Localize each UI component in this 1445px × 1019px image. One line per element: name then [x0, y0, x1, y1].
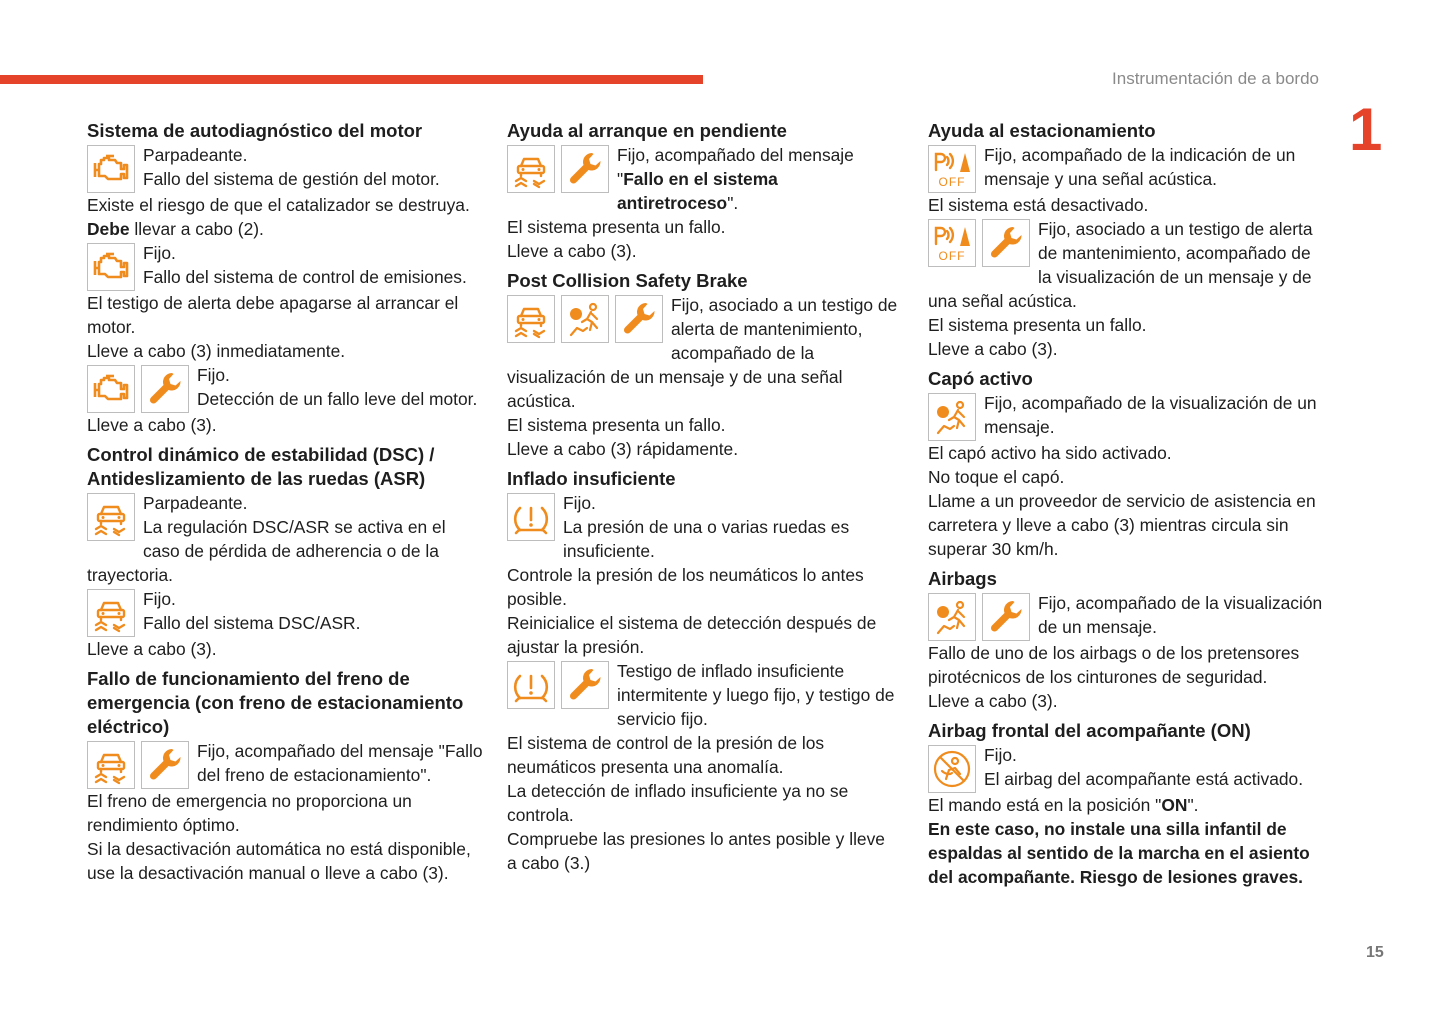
warning-block [928, 391, 1323, 441]
paragraph: Reinicialice el sistema de detección después de ajustar la presión. [507, 613, 877, 657]
tire-pressure-icon [507, 493, 555, 541]
tire-pressure-icon [507, 661, 555, 709]
warning-block [87, 739, 485, 789]
section-airbags [928, 567, 1323, 713]
pedestrian-icon [928, 393, 976, 441]
section-title: Sistema de autodiagnóstico del motor [87, 120, 423, 141]
text-line: Fijo. [143, 243, 176, 263]
paragraph: Fallo de uno de los airbags o de los pretensores pirotécnicos de los cinturones de seguridad. [928, 643, 1300, 687]
wrench-icon [561, 661, 609, 709]
bold-text: ON [1161, 795, 1188, 815]
text-line: Testigo de inflado insuficiente intermitente y luego fijo, y testigo de servicio fijo. [617, 661, 895, 729]
wrench-icon [141, 741, 189, 789]
section-title: Ayuda al arranque en pendiente [507, 120, 787, 141]
bold-text: Fallo en el sistema antiretroceso [617, 169, 778, 213]
airbag-icon [928, 745, 976, 793]
section-header: Instrumentación de a bordo [1112, 69, 1319, 88]
text-line: Fallo del sistema DSC/ASR. [143, 613, 361, 633]
bold-text: Debe [87, 219, 130, 239]
paragraph: El testigo de alerta debe apagarse al arrancar el motor. [87, 293, 459, 337]
text-line: Fallo del sistema de control de emisiones. [143, 267, 467, 287]
column-3 [928, 119, 1323, 889]
section-emergency-brake [87, 667, 485, 885]
paragraph: Lleve a cabo (3). [928, 691, 1058, 711]
warning-block [507, 491, 899, 563]
warning-block [87, 363, 485, 413]
paragraph: No toque el capó. [928, 467, 1065, 487]
section-title: Airbag frontal del acompañante (ON) [928, 720, 1251, 741]
section-engine-diagnosis [87, 119, 485, 437]
paragraph: El sistema presenta un fallo. [507, 217, 726, 237]
paragraph: Lleve a cabo (3). [87, 639, 217, 659]
text-line: El airbag del acompañante está activado. [984, 769, 1304, 789]
paragraph: Compruebe las presiones lo antes posible y lleve a cabo (3.) [507, 829, 885, 873]
section-title: Control dinámico de estabilidad (DSC) / Antideslizamiento de las ruedas (ASR) [87, 444, 435, 489]
paragraph: El sistema presenta un fallo. [928, 315, 1147, 335]
paragraph: El capó activo ha sido activado. [928, 443, 1172, 463]
section-title: Capó activo [928, 368, 1033, 389]
text-line: Parpadeante. [143, 145, 248, 165]
text-line: Fallo del sistema de gestión del motor. [143, 169, 440, 189]
section-title: Airbags [928, 568, 997, 589]
text-line: Fijo, acompañado del mensaje "Fallo del freno de estacionamiento". [197, 741, 483, 785]
warning-block [507, 293, 899, 413]
paragraph: Si la desactivación automática no está disponible, use la desactivación manual o lleve a cabo (3). [87, 839, 471, 883]
warning-block [928, 217, 1323, 313]
text-span: ". [1187, 795, 1199, 815]
skid-icon [507, 295, 555, 343]
paragraph [87, 217, 485, 241]
text-line: Fijo, asociado a un testigo de alerta de mantenimiento, acompañado de la visualización de un mensaje y de una señal acústica. [507, 295, 898, 411]
warning-block [87, 143, 485, 193]
warning-block [507, 659, 899, 731]
wrench-icon [141, 365, 189, 413]
section-underinflation [507, 467, 899, 875]
section-title: Ayuda al estacionamiento [928, 120, 1156, 141]
warning-block [507, 143, 899, 215]
paragraph: Lleve a cabo (3). [507, 241, 637, 261]
warning-block [87, 491, 485, 587]
engine-icon [87, 243, 135, 291]
wrench-icon [561, 145, 609, 193]
text-line: Fijo. [563, 493, 596, 513]
warning-block [928, 143, 1323, 193]
paragraph: La detección de inflado insuficiente ya no se controla. [507, 781, 849, 825]
text-line: Fijo, acompañado de la visualización de un mensaje. [984, 393, 1317, 437]
text-line: La presión de una o varias ruedas es insuficiente. [563, 517, 850, 561]
column-1 [87, 119, 485, 885]
parking-sensor-off-icon [928, 145, 976, 193]
paragraph: El sistema de control de la presión de los neumáticos presenta una anomalía. [507, 733, 825, 777]
paragraph [928, 793, 1323, 817]
text-line: Fijo, acompañado de la visualización de un mensaje. [1038, 593, 1323, 637]
section-active-bonnet [928, 367, 1323, 561]
text-line: Fijo. [197, 365, 230, 385]
warning-paragraph [928, 817, 1323, 889]
parking-sensor-off-icon [928, 219, 976, 267]
pedestrian-icon [561, 295, 609, 343]
text-span: ". [727, 193, 739, 213]
paragraph: El sistema está desactivado. [928, 195, 1149, 215]
section-title: Post Collision Safety Brake [507, 270, 748, 291]
accent-bar [0, 75, 703, 84]
text-span: llevar a cabo (2). [129, 219, 264, 239]
warning-block [928, 591, 1323, 641]
text-line: Parpadeante. [143, 493, 248, 513]
wrench-icon [982, 219, 1030, 267]
paragraph: El freno de emergencia no proporciona un rendimiento óptimo. [87, 791, 412, 835]
skid-icon [507, 145, 555, 193]
text-span: Fijo, acompañado del mensaje " [617, 145, 854, 189]
skid-icon [87, 589, 135, 637]
section-parking-aid [928, 119, 1323, 361]
paragraph: Lleve a cabo (3) inmediatamente. [87, 341, 346, 361]
engine-icon [87, 145, 135, 193]
bold-text: En este caso, no instale una silla infantil de espaldas al sentido de la marcha en el asiento del acompañante. Riesgo de lesiones graves. [928, 819, 1310, 887]
chapter-number: 1 [1349, 96, 1383, 163]
wrench-icon [982, 593, 1030, 641]
warning-block [87, 241, 485, 291]
paragraph: Lleve a cabo (3). [87, 415, 217, 435]
off-label: OFF [938, 175, 966, 189]
section-hill-start [507, 119, 899, 263]
warning-block [87, 587, 485, 637]
section-passenger-airbag [928, 719, 1323, 889]
paragraph: Lleve a cabo (3) rápidamente. [507, 439, 739, 459]
text-line: Fijo. [143, 589, 176, 609]
column-2 [507, 119, 899, 875]
text-line: Fijo, acompañado de la indicación de un mensaje y una señal acústica. [984, 145, 1296, 189]
skid-icon [87, 493, 135, 541]
section-post-collision [507, 269, 899, 461]
engine-icon [87, 365, 135, 413]
paragraph: Lleve a cabo (3). [928, 339, 1058, 359]
warning-block [928, 743, 1323, 793]
paragraph: Existe el riesgo de que el catalizador se destruya. [87, 195, 470, 215]
pedestrian-icon [928, 593, 976, 641]
paragraph: El sistema presenta un fallo. [507, 415, 726, 435]
text-line: Fijo, asociado a un testigo de alerta de mantenimiento, acompañado de la visualización de un mensaje y de una señal acústica. [928, 219, 1313, 311]
text-line: Fijo. [984, 745, 1017, 765]
section-title: Fallo de funcionamiento del freno de emergencia (con freno de estacionamiento eléctrico) [87, 668, 464, 737]
skid-icon [87, 741, 135, 789]
section-title: Inflado insuficiente [507, 468, 676, 489]
off-label: OFF [938, 249, 966, 263]
page-number: 15 [1366, 944, 1384, 961]
paragraph: Llame a un proveedor de servicio de asistencia en carretera y lleve a cabo (3) mientras circula sin superar 30 km/h. [928, 491, 1316, 559]
section-dsc-asr [87, 443, 485, 661]
text-span: El mando está en la posición " [928, 795, 1162, 815]
text-line: Detección de un fallo leve del motor. [197, 389, 478, 409]
paragraph: Controle la presión de los neumáticos lo antes posible. [507, 565, 864, 609]
text-line: La regulación DSC/ASR se activa en el caso de pérdida de adherencia o de la trayectoria. [87, 517, 446, 585]
wrench-icon [615, 295, 663, 343]
